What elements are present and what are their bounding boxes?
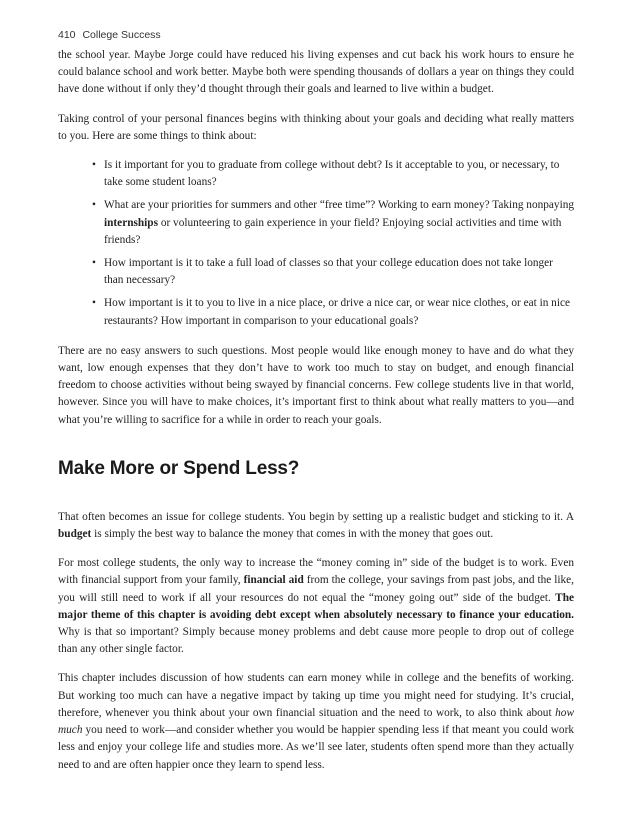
goals-paragraph: Taking control of your personal finances begins with thinking about your goals and deciding what really matters to you. Here are some things to think about: xyxy=(58,112,574,142)
list-item: • Is it important for you to graduate from college without debt? Is it acceptable to you, or necessary, to take some student loans? xyxy=(92,157,574,191)
work-paragraph xyxy=(58,555,574,658)
paragraph-text: you need to work—and consider whether you would be happier spending less if that meant you could work less and enjoy your college life and studies more. As we’ll see later, students often spend more than they actually need to and are often happier once they learn to spend less. xyxy=(58,724,574,771)
list-item-text: or volunteering to gain experience in your field? Enjoying social activities and time with friends? xyxy=(104,216,562,246)
list-item xyxy=(92,197,574,249)
paragraph-text: from the college, your savings from past jobs, and the like, you will still need to work if all your resources do not equal the “money going out” side of the budget. xyxy=(58,574,574,604)
list-item: • How important is it to take a full load of classes so that your college education does not take longer than necessary? xyxy=(92,255,574,289)
budget-paragraph xyxy=(58,509,574,543)
paragraph-text: This chapter includes discussion of how students can earn money while in college and the benefits of working. But working too much can have a negative impact by taking up time you might need for studying. It’s crucial, therefore, whenever you think about your own financial situation and the need to work, to also think about xyxy=(58,672,574,719)
section-heading: Make More or Spend Less? xyxy=(58,457,300,479)
intro-paragraph: the school year. Maybe Jorge could have reduced his living expenses and cut back his work hours to ensure he could balance school and work better. Maybe both were spending thousands of dollars a year on things they could have done without if only they’d thought through their goals and learned to live within a budget. xyxy=(58,49,574,96)
chapter-theme-statement: The major theme of this chapter is avoiding debt except when absolutely necessary to finance your education. xyxy=(58,591,574,621)
key-term-financial-aid: financial aid xyxy=(243,574,304,587)
questions-list xyxy=(58,157,574,330)
answers-paragraph: There are no easy answers to such questions. Most people would like enough money to have and do what they want, low enough expenses that they don’t have to work too much to stay on budget, and enough financial freedom to choose activities without being swayed by financial concerns. Few college students live in that world, however. Since you will have to make choices, it’s important first to think about what really matters to you—and what you’re willing to sacrifice for a while in order to reach your goals. xyxy=(58,344,574,426)
list-item: • How important is it to you to live in a nice place, or drive a nice car, or wear nice clothes, or eat in nice restaurants? How important in comparison to your educational goals? xyxy=(92,295,574,329)
document-page xyxy=(58,28,574,786)
chapter-overview-paragraph xyxy=(58,670,574,773)
key-term-budget: budget xyxy=(58,528,92,541)
paragraph-text: Why is that so important? Simply because money problems and debt cause more people to drop out of college than any other single factor. xyxy=(58,626,574,656)
emphasis-how-much: how much xyxy=(58,706,574,737)
paragraph-text: That often becomes an issue for college students. You begin by setting up a realistic budget and sticking to it. A xyxy=(58,510,574,523)
paragraph-text: For most college students, the only way to increase the “money coming in” side of the budget is to work. Even with financial support from your family, xyxy=(58,557,574,587)
page-number: 410 xyxy=(58,29,76,41)
book-title: College Success xyxy=(82,29,161,41)
paragraph-text: is simply the best way to balance the money that comes in with the money that goes out. xyxy=(91,528,494,541)
running-header xyxy=(58,28,574,42)
key-term-internships: internships xyxy=(104,216,158,229)
list-item-text: What are your priorities for summers and other “free time”? Working to earn money? Taking nonpaying xyxy=(104,199,575,212)
